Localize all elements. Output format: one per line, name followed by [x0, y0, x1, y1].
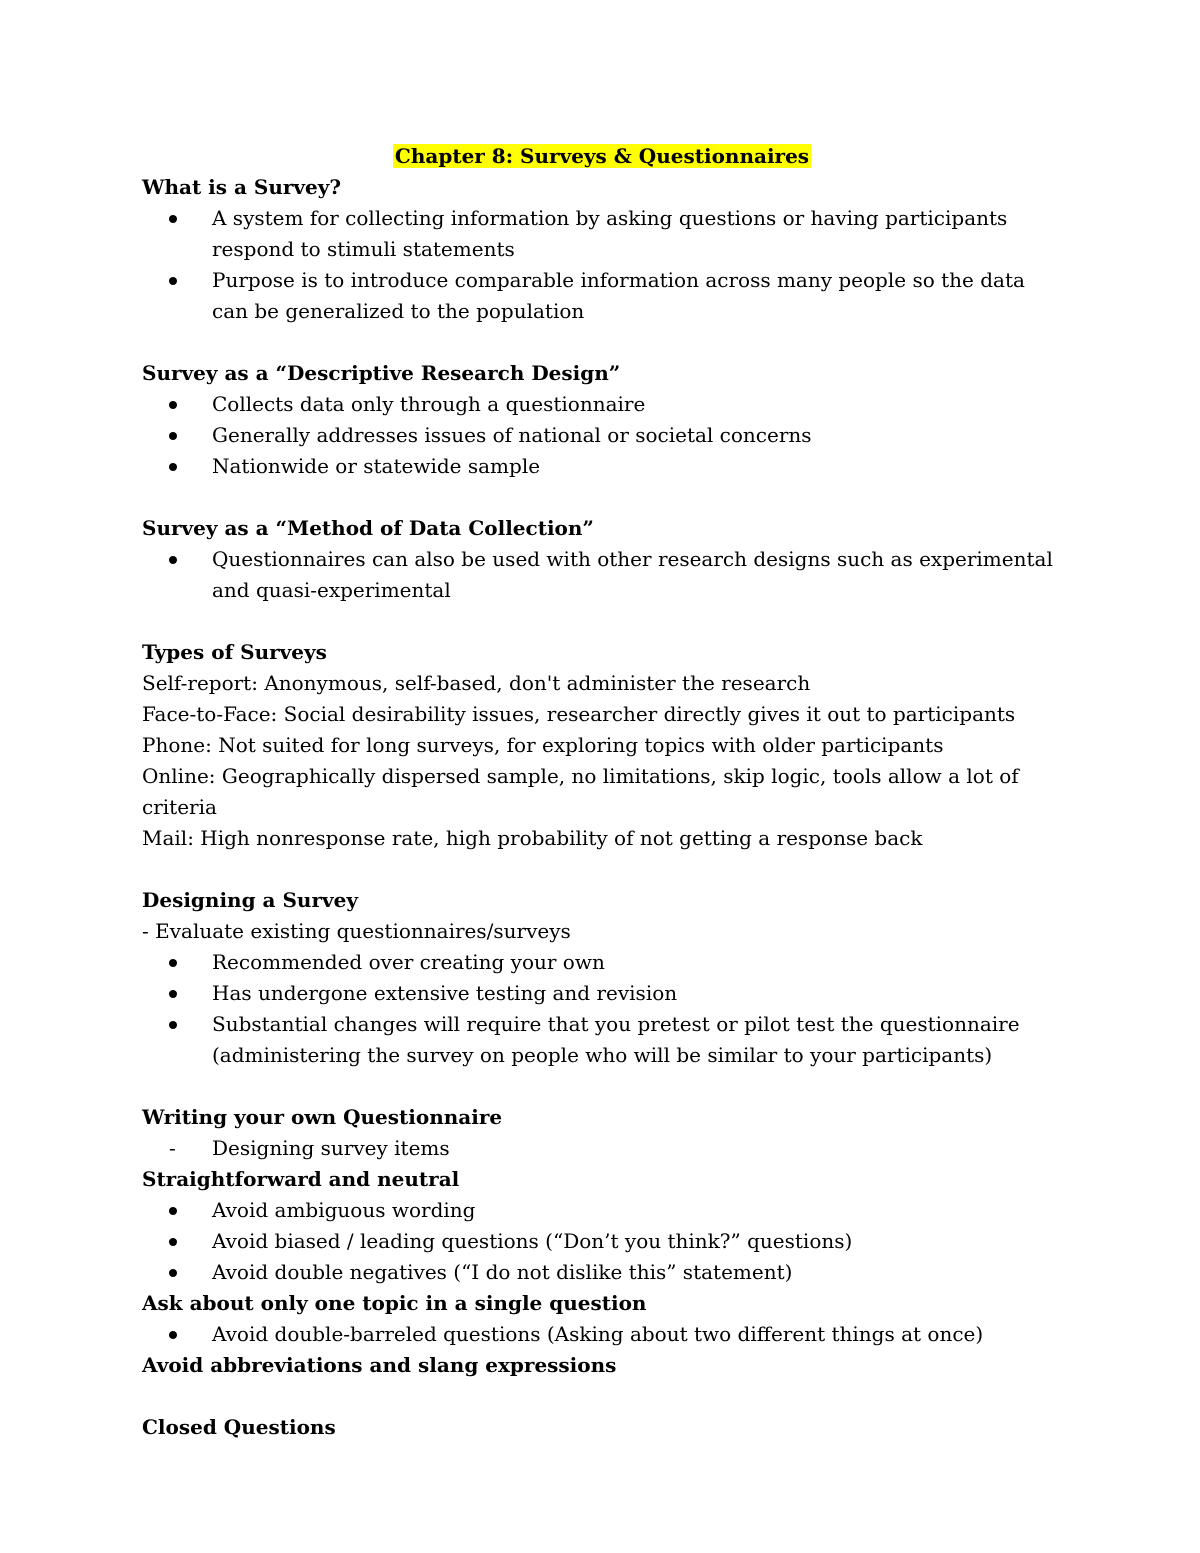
survey-type-online: Online: Geographically dispersed sample, no limitations, skip logic, tools allow a lot of criteria [142, 764, 1019, 819]
section-heading-writing: Writing your own Questionnaire [142, 1105, 503, 1129]
bullet-icon [169, 959, 177, 967]
spacer [142, 327, 1062, 358]
list-item: Generally addresses issues of national or societal concerns [142, 420, 1062, 451]
list-item: - Designing survey items [142, 1133, 1062, 1164]
title-line [142, 141, 1062, 172]
bullet-icon [169, 556, 177, 564]
section-heading-descriptive: Survey as a “Descriptive Research Design” [142, 361, 621, 385]
document-page [142, 141, 1062, 1443]
list-item: Avoid ambiguous wording [142, 1195, 1062, 1226]
bullet-icon [169, 215, 177, 223]
bullet-icon [169, 1021, 177, 1029]
list-item: Recommended over creating your own [142, 947, 1062, 978]
bullet-icon [169, 990, 177, 998]
section-heading-one-topic: Ask about only one topic in a single question [142, 1291, 647, 1315]
section-heading-method: Survey as a “Method of Data Collection” [142, 516, 594, 540]
designing-intro: - Evaluate existing questionnaires/surveys [142, 919, 571, 943]
survey-type-phone: Phone: Not suited for long surveys, for exploring topics with older participants [142, 733, 944, 757]
bullet-list-designing [142, 947, 1062, 1071]
list-item: Purpose is to introduce comparable information across many people so the data can be generalized to the population [142, 265, 1062, 327]
spacer [142, 1071, 1062, 1102]
chapter-title: Chapter 8: Surveys & Questionnaires [394, 144, 810, 168]
list-item: Avoid double-barreled questions (Asking about two different things at once) [142, 1319, 1062, 1350]
survey-type-face-to-face: Face-to-Face: Social desirability issues, researcher directly gives it out to participants [142, 702, 1016, 726]
section-heading-designing: Designing a Survey [142, 888, 358, 912]
bullet-icon [169, 1238, 177, 1246]
spacer [142, 606, 1062, 637]
bullet-icon [169, 463, 177, 471]
section-heading-abbreviations: Avoid abbreviations and slang expressions [142, 1353, 617, 1377]
list-item: Questionnaires can also be used with other research designs such as experimental and quasi-experimental [142, 544, 1062, 606]
list-item: Has undergone extensive testing and revision [142, 978, 1062, 1009]
list-item: Nationwide or statewide sample [142, 451, 1062, 482]
bullet-list-method [142, 544, 1062, 606]
bullet-icon [169, 1207, 177, 1215]
bullet-icon [169, 1269, 177, 1277]
dash-marker: - [169, 1136, 176, 1160]
section-heading-closed: Closed Questions [142, 1415, 336, 1439]
list-item: Substantial changes will require that you pretest or pilot test the questionnaire (administering the survey on people who will be similar to your participants) [142, 1009, 1062, 1071]
bullet-list-what-is-survey [142, 203, 1062, 327]
list-item: Avoid biased / leading questions (“Don’t you think?” questions) [142, 1226, 1062, 1257]
spacer [142, 1381, 1062, 1412]
bullet-icon [169, 432, 177, 440]
spacer [142, 482, 1062, 513]
bullet-icon [169, 277, 177, 285]
list-item: A system for collecting information by asking questions or having participants respond to stimuli statements [142, 203, 1062, 265]
section-heading-what-is-survey: What is a Survey? [142, 175, 342, 199]
bullet-list-straightforward [142, 1195, 1062, 1288]
spacer [142, 854, 1062, 885]
section-heading-straightforward: Straightforward and neutral [142, 1167, 460, 1191]
section-heading-types: Types of Surveys [142, 640, 327, 664]
list-item: Avoid double negatives (“I do not dislike this” statement) [142, 1257, 1062, 1288]
survey-type-mail: Mail: High nonresponse rate, high probability of not getting a response back [142, 826, 923, 850]
bullet-icon [169, 401, 177, 409]
survey-type-self-report: Self-report: Anonymous, self-based, don't administer the research [142, 671, 811, 695]
bullet-list-one-topic [142, 1319, 1062, 1350]
list-item: Collects data only through a questionnaire [142, 389, 1062, 420]
bullet-list-descriptive [142, 389, 1062, 482]
bullet-icon [169, 1331, 177, 1339]
